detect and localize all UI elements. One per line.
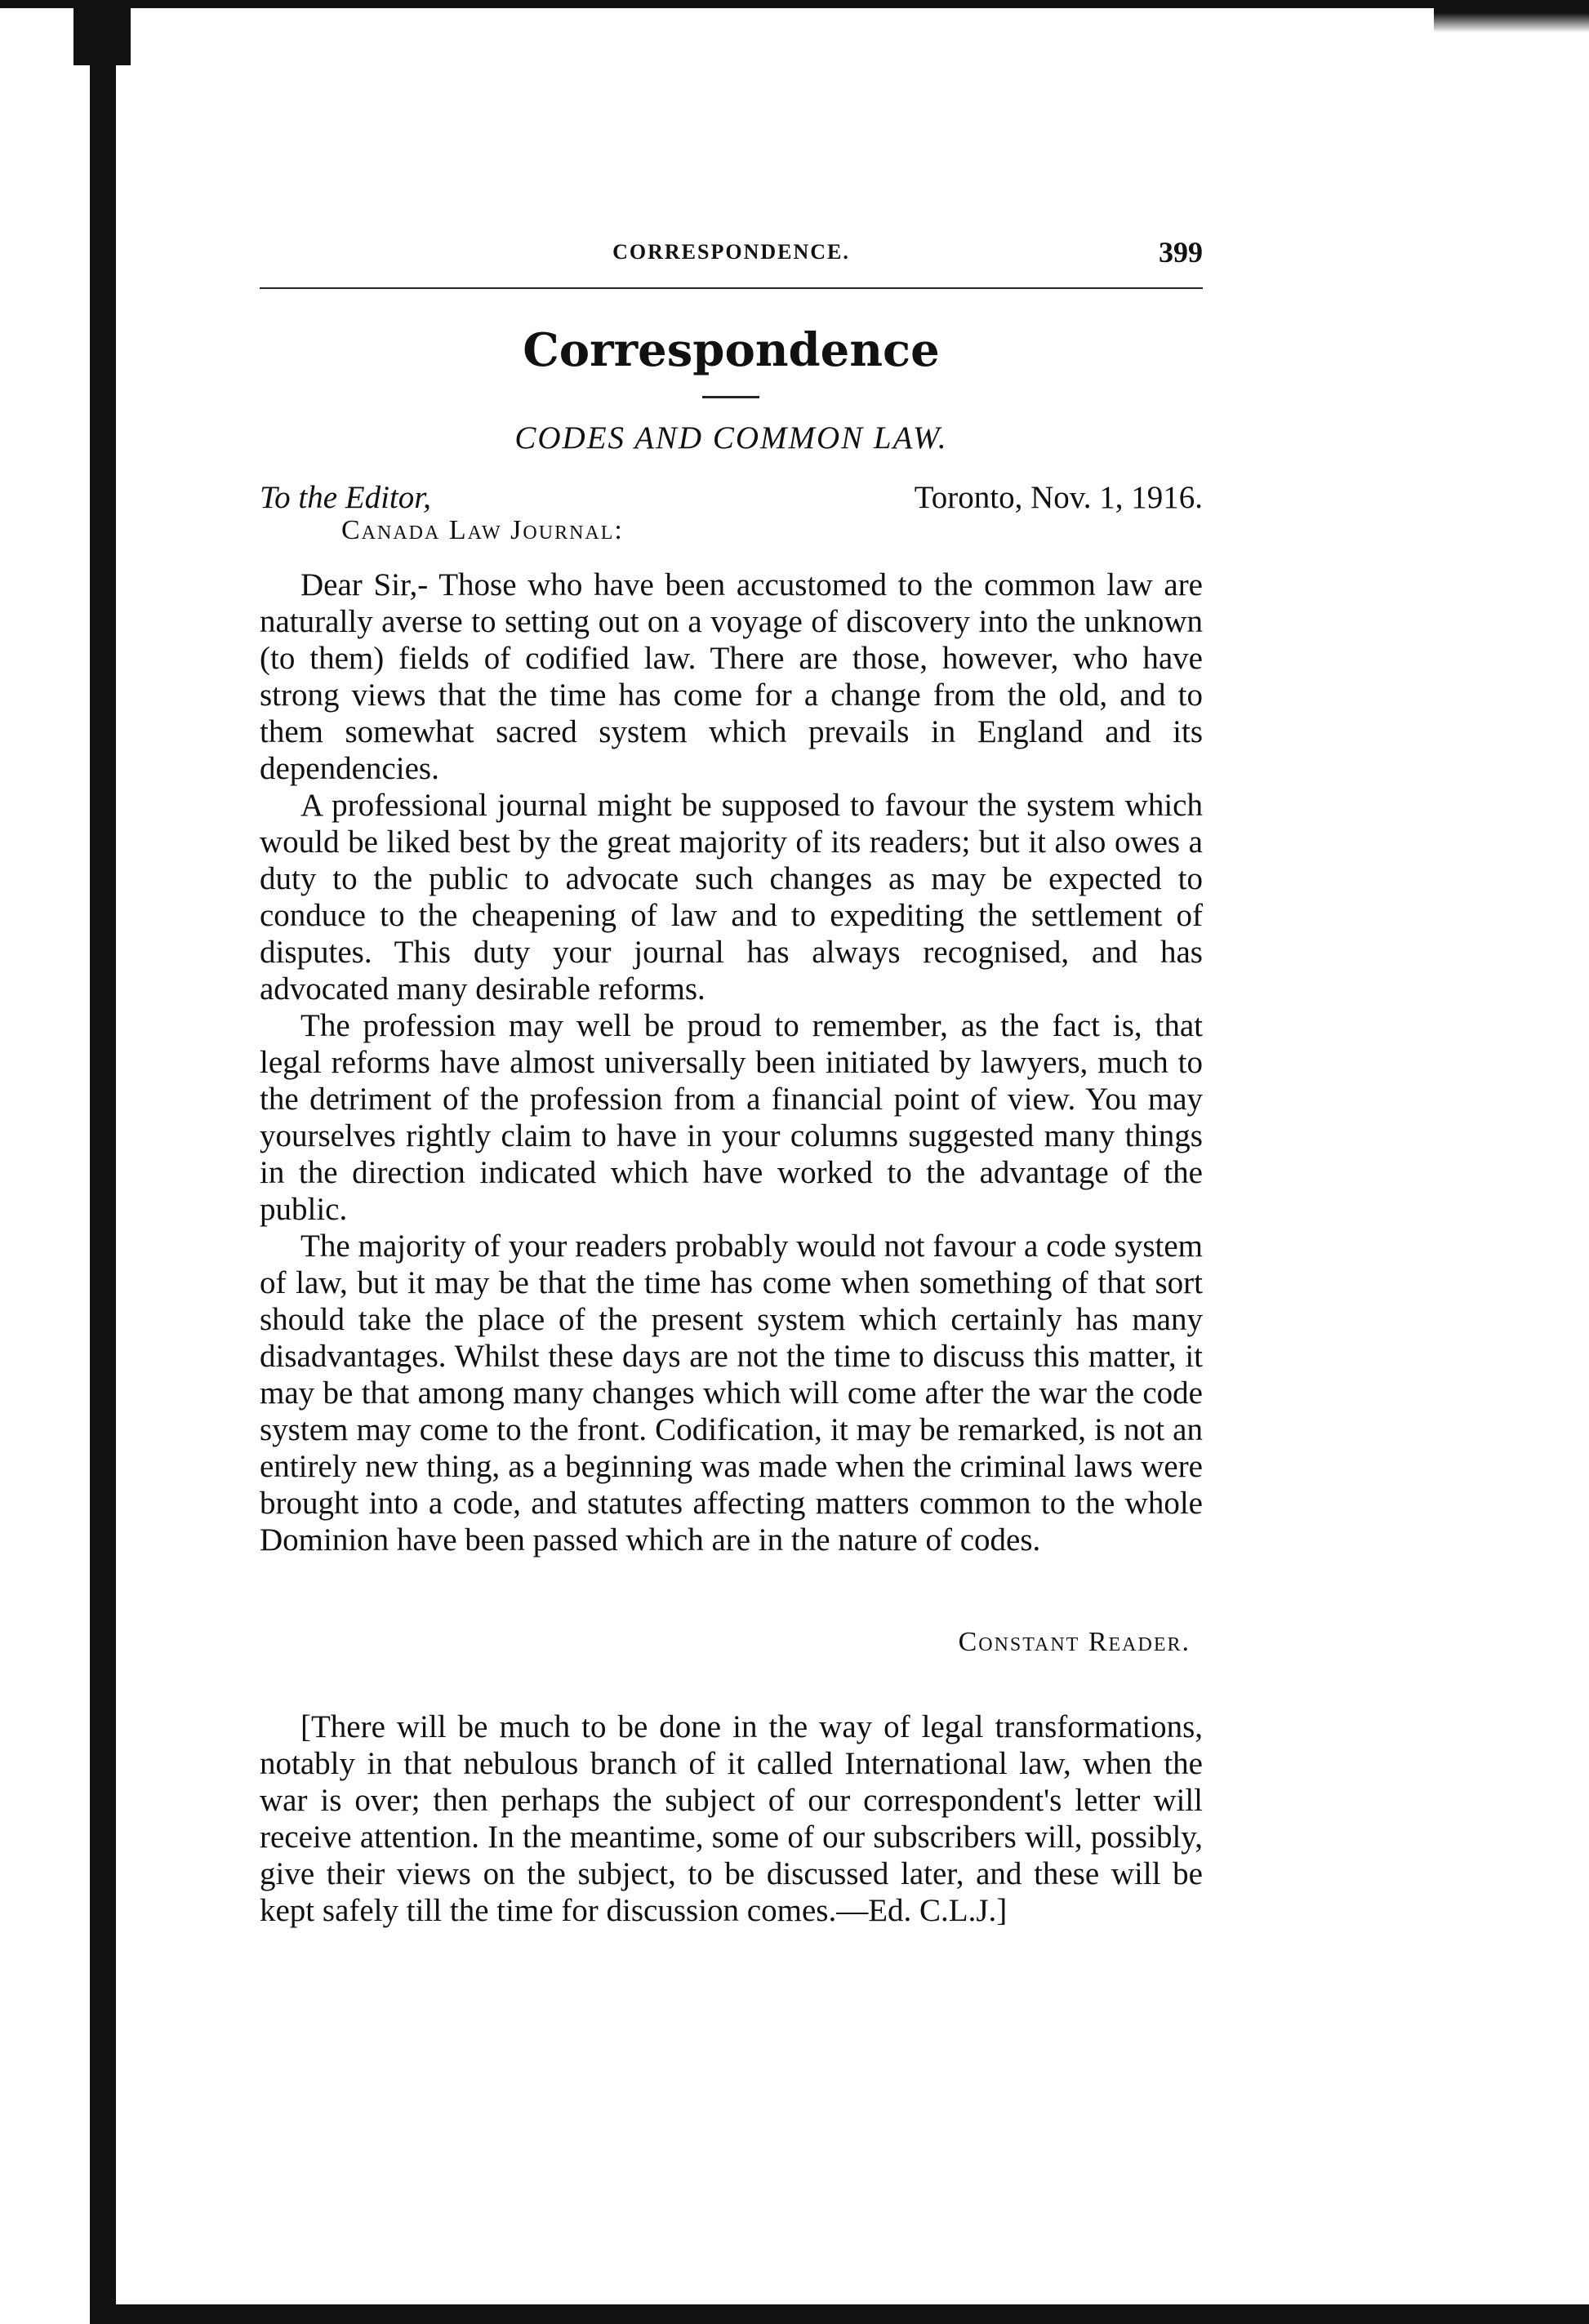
scan-edge-left [90,0,116,2324]
signature: Constant Reader. [958,1627,1191,1657]
page-header [260,235,1203,278]
header-rule [260,287,1203,289]
addressee: To the Editor, [260,480,431,515]
letter-paragraph: Dear Sir,- Those who have been accustomed to the common law are naturally averse to setting out on a voyage of discovery into the unknown (to them) fields of codified law. There are those, however, who have strong views that the time has come for a change from the old, and to them somewhat sacred system which prevails in England and its dependencies. [260,567,1203,786]
scan-edge-top-right [1434,0,1589,33]
page-number: 399 [1159,236,1203,269]
section-title: Correspondence [523,323,940,377]
place-date: Toronto, Nov. 1, 1916. [914,480,1203,515]
letter-paragraph: The profession may well be proud to remember, as the fact is, that legal reforms have almost universally been initiated by lawyers, much to the detriment of the profession from a financial point of view. You may yourselves rightly claim to have in your columns suggested many things in the direction indicated which have worked to the advantage of the public. [260,1008,1203,1227]
letter-paragraph: The majority of your readers probably would not favour a code system of law, but it may be that the time has come when something of that sort should take the place of the present system which certainly has many disadvantages. Whilst these days are not the time to discuss this matter, it may be that among many changes which will come after the war the code system may come to the front. Codification, it may be remarked, is not an entirely new thing, as a beginning was made when the criminal laws were brought into a code, and statutes affecting matters common to the whole Dominion have been passed which are in the nature of codes. [260,1229,1203,1557]
editor-note-text: [There will be much to be done in the way of legal transformations, notably in that nebulous branch of it called International law, when the war is over; then perhaps the subject of our correspondent's letter will receive attention. In the meantime, some of our subscribers will, possibly, give their views on the subject, to be discussed later, and these will be kept safely till the time for discussion comes.—Ed. C.L.J.] [260,1709,1203,1928]
scan-edge-bottom [90,2304,1589,2324]
letter-paragraph: A professional journal might be supposed to favour the system which would be liked best by the great majority of its readers; but it also owes a duty to the public to advocate such changes as may be expected to conduce to the cheapening of law and to expediting the settlement of disputes. This duty your journal has always recognised, and has advocated many desirable reforms. [260,788,1203,1006]
article-title: CODES AND COMMON LAW. [514,420,948,455]
title-rule [702,396,759,398]
scan-edge-top [0,0,1589,8]
journal-name: Canada Law Journal: [341,515,624,545]
running-head: CORRESPONDENCE. [612,240,850,264]
letter-body [260,567,1203,1558]
editor-note [260,1709,1203,1929]
